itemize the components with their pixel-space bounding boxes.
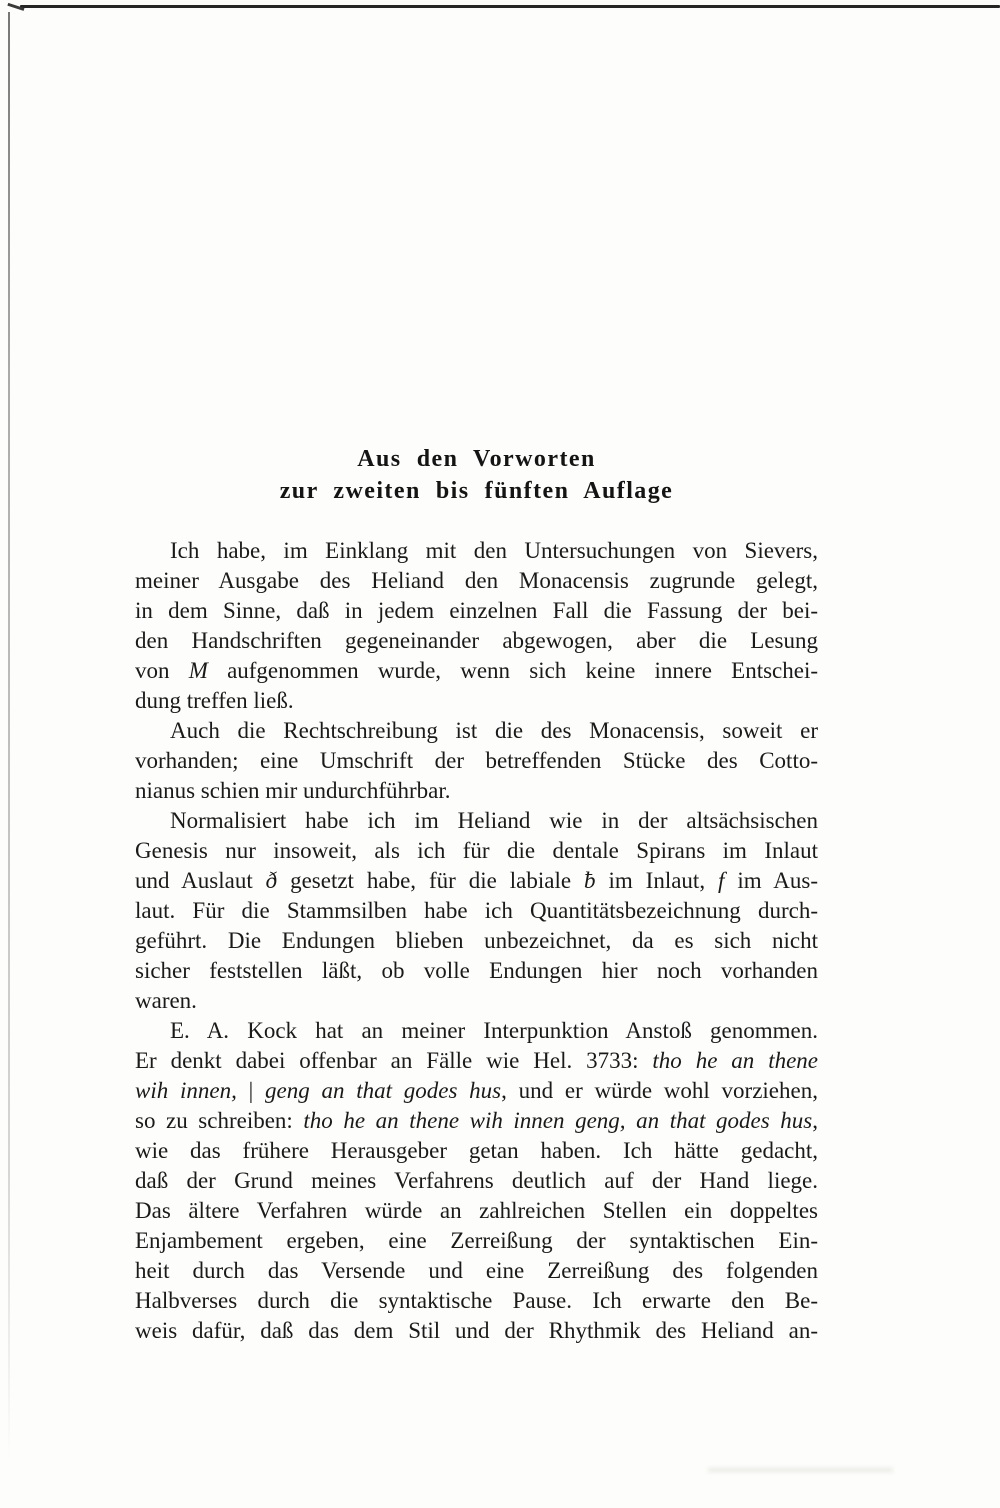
- text-segment: Das ältere Verfahren würde an zahlreichen Stellen ein doppeltes: [135, 1198, 818, 1223]
- italic-text-segment: ð: [265, 868, 278, 893]
- text-segment: nianus schien mir undurchführbar.: [135, 778, 451, 803]
- text-segment: Enjambement ergeben, eine Zerreißung der syntaktischen Ein-: [135, 1228, 818, 1253]
- italic-text-segment: f: [718, 868, 725, 893]
- text-line: [135, 956, 818, 986]
- text-segment: von: [135, 658, 189, 683]
- text-line: [135, 836, 818, 866]
- text-line: [135, 716, 818, 746]
- chapter-title: [135, 443, 818, 507]
- text-segment: und Auslaut: [135, 868, 266, 893]
- text-segment: Er denkt dabei offenbar an Fälle wie Hel. 3733:: [135, 1048, 653, 1073]
- text-segment: den Handschriften gegeneinander abgewogen, aber die Lesung: [135, 628, 818, 653]
- text-segment: dung treffen ließ.: [135, 688, 294, 713]
- text-line: [135, 1136, 818, 1166]
- text-line: [135, 1106, 818, 1136]
- paragraph: [135, 536, 818, 716]
- text-segment: laut. Für die Stammsilben habe ich Quantitätsbezeichnung durch-: [135, 898, 818, 923]
- text-line: [135, 1286, 818, 1316]
- paragraph: [135, 716, 818, 806]
- text-segment: |: [236, 1078, 265, 1103]
- text-segment: , und er würde wohl vorziehen,: [501, 1078, 818, 1103]
- text-segment: gesetzt habe, für die labiale: [277, 868, 585, 893]
- text-line: [135, 926, 818, 956]
- text-line: [135, 626, 818, 656]
- text-line: [135, 656, 818, 686]
- text-line: [135, 1226, 818, 1256]
- italic-text-segment: ƀ: [584, 868, 596, 893]
- text-line: [135, 596, 818, 626]
- scan-top-edge-line: [20, 5, 1000, 8]
- italic-text-segment: wih innen,: [135, 1078, 237, 1103]
- text-segment: aufgenommen wurde, wenn sich keine innere Entschei-: [207, 658, 819, 683]
- text-segment: heit durch das Versende und eine Zerreißung des folgenden: [135, 1258, 818, 1283]
- text-segment: Normalisiert habe ich im Heliand wie in der altsächsischen: [170, 808, 818, 833]
- text-line: [135, 746, 818, 776]
- text-line: [135, 776, 818, 806]
- italic-text-segment: tho he an thene: [652, 1048, 818, 1073]
- text-line: [135, 806, 818, 836]
- text-segment: geführt. Die Endungen blieben unbezeichnet, da es sich nicht: [135, 928, 818, 953]
- text-line: [135, 1316, 818, 1346]
- text-segment: im Aus-: [724, 868, 818, 893]
- text-segment: weis dafür, daß das dem Stil und der Rhythmik des Heliand an-: [135, 1318, 818, 1343]
- text-segment: in dem Sinne, daß in jedem einzelnen Fall die Fassung der bei-: [135, 598, 818, 623]
- text-line: [135, 1076, 818, 1106]
- text-line: [135, 896, 818, 926]
- italic-text-segment: tho he an thene wih innen geng, an that godes hus: [303, 1108, 813, 1133]
- paragraph: [135, 1016, 818, 1346]
- text-line: [135, 1016, 818, 1046]
- paragraph: [135, 806, 818, 1016]
- text-line: [135, 866, 818, 896]
- text-segment: im Inlaut,: [595, 868, 718, 893]
- text-line: [135, 986, 818, 1016]
- text-segment: so zu schreiben:: [135, 1108, 304, 1133]
- text-segment: E. A. Kock hat an meiner Interpunktion Anstoß genommen.: [170, 1018, 818, 1043]
- text-segment: vorhanden; eine Umschrift der betreffenden Stücke des Cotto-: [135, 748, 818, 773]
- text-line: [135, 1046, 818, 1076]
- chapter-title-line-1: Aus den Vorworten: [357, 446, 596, 472]
- text-segment: daß der Grund meines Verfahrens deutlich auf der Hand liege.: [135, 1168, 818, 1193]
- body-text: [135, 536, 818, 1346]
- italic-text-segment: geng an that godes hus: [264, 1078, 502, 1103]
- text-line: [135, 566, 818, 596]
- scan-smudge: [708, 1468, 893, 1472]
- text-segment: Auch die Rechtschreibung ist die des Monacensis, soweit er: [170, 718, 818, 743]
- text-segment: wie das frühere Herausgeber getan haben. Ich hätte gedacht,: [135, 1138, 818, 1163]
- text-segment: Genesis nur insoweit, als ich für die dentale Spirans im Inlaut: [135, 838, 818, 863]
- text-segment: sicher feststellen läßt, ob volle Endungen hier noch vorhanden: [135, 958, 818, 983]
- scan-left-edge-line: [8, 12, 10, 1460]
- text-segment: Halbverses durch die syntaktische Pause. Ich erwarte den Be-: [135, 1288, 818, 1313]
- text-line: [135, 686, 818, 716]
- text-line: [135, 1166, 818, 1196]
- text-segment: meiner Ausgabe des Heliand den Monacensis zugrunde gelegt,: [135, 568, 818, 593]
- text-segment: ,: [812, 1108, 818, 1133]
- italic-text-segment: M: [188, 658, 208, 683]
- text-line: [135, 536, 818, 566]
- text-line: [135, 1196, 818, 1226]
- text-segment: Ich habe, im Einklang mit den Untersuchungen von Sievers,: [170, 538, 818, 563]
- chapter-title-line-2: zur zweiten bis fünften Auflage: [279, 478, 674, 504]
- text-segment: waren.: [135, 988, 197, 1013]
- text-line: [135, 1256, 818, 1286]
